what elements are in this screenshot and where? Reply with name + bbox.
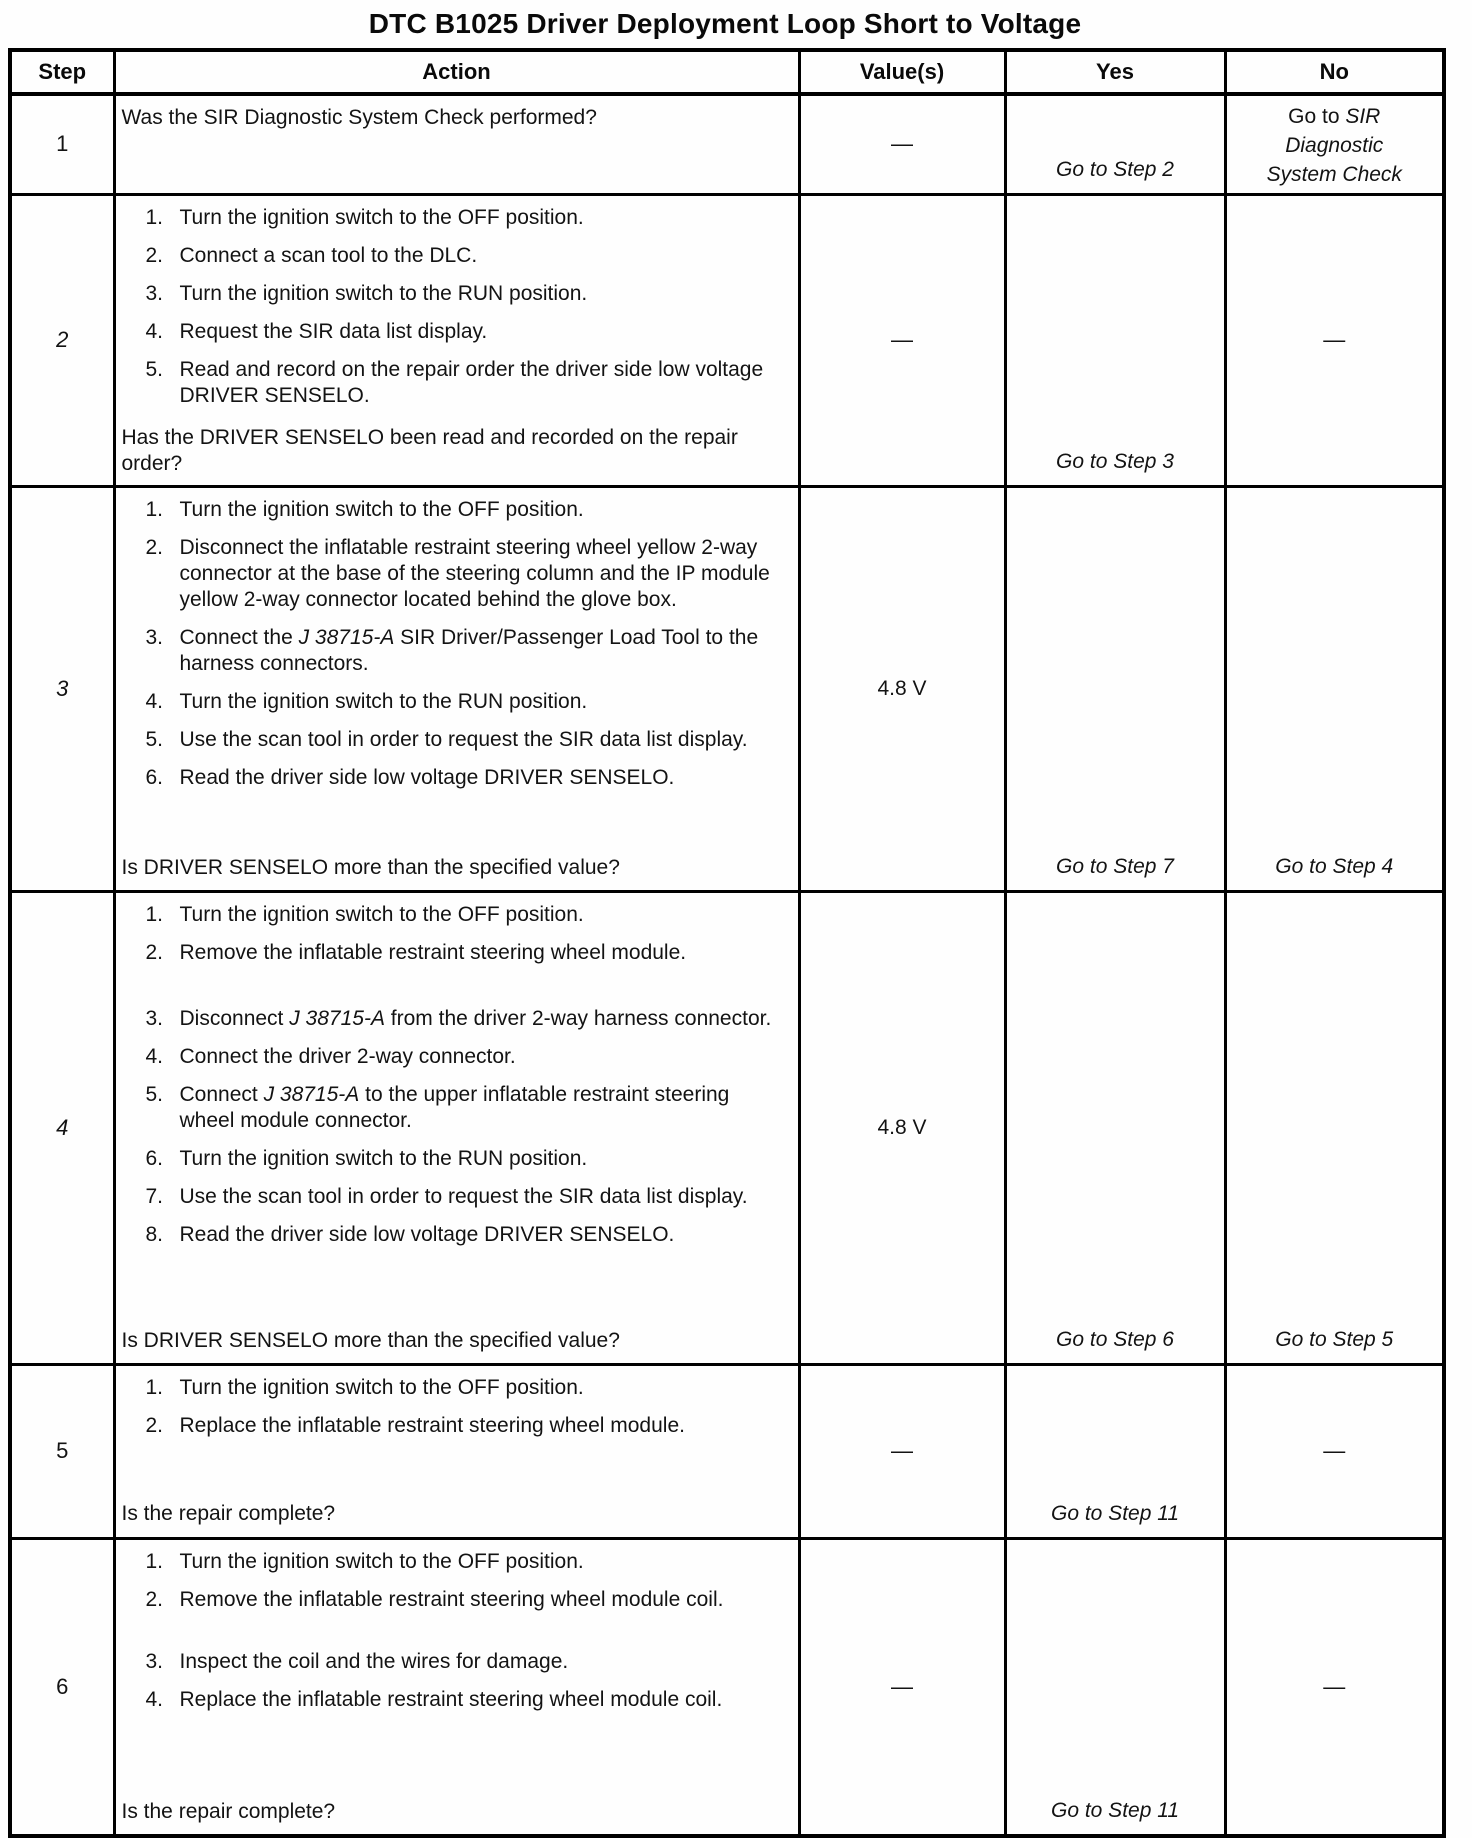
value-cell: — xyxy=(799,1538,1005,1836)
tool-reference: J 38715-A xyxy=(298,625,395,649)
dtc-diagnostic-table xyxy=(8,48,1446,1838)
no-cell: — xyxy=(1225,1538,1444,1836)
item-text: Inspect the coil and the wires for damage. xyxy=(179,1649,569,1673)
item-text: Remove the inflatable restraint steering wheel module coil. xyxy=(179,1587,724,1611)
yes-cell: Go to Step 2 xyxy=(1005,94,1225,194)
action-list-item xyxy=(146,281,790,307)
action-list-item xyxy=(146,243,790,269)
step-number: 2 xyxy=(10,194,114,486)
no-cell: — xyxy=(1225,1364,1444,1538)
item-number: 6. xyxy=(145,765,164,789)
item-text: Replace the inflatable restraint steering wheel module coil. xyxy=(179,1687,723,1711)
item-text: Read the driver side low voltage DRIVER SENSELO. xyxy=(179,1222,675,1246)
item-text: Turn the ignition switch to the RUN position. xyxy=(179,281,588,305)
action-list-item xyxy=(146,1375,790,1401)
action-question: Is DRIVER SENSELO more than the specified value? xyxy=(121,1328,620,1352)
step-number: 1 xyxy=(10,94,114,194)
item-text-post: to the upper inflatable restraint steering wheel module connector. xyxy=(179,1082,730,1132)
item-number: 2. xyxy=(145,535,164,559)
item-text xyxy=(172,1082,790,1134)
item-text: Use the scan tool in order to request the SIR data list display. xyxy=(179,1184,748,1208)
item-text: Disconnect the inflatable restraint steering wheel yellow 2-way connector at the base of the steering column and the IP module yellow 2-way connector located behind the glove box. xyxy=(179,535,770,611)
action-list-item xyxy=(146,765,790,791)
table-row xyxy=(10,891,1444,1364)
item-text: Read the driver side low voltage DRIVER SENSELO. xyxy=(179,765,675,789)
item-text: Turn the ignition switch to the RUN position. xyxy=(179,1146,588,1170)
item-number: 3. xyxy=(145,625,164,649)
yes-cell: Go to Step 7 xyxy=(1005,486,1225,891)
item-number: 5. xyxy=(145,727,164,751)
action-list-item xyxy=(146,535,790,613)
action-list-item xyxy=(146,1082,790,1134)
value-cell: — xyxy=(799,94,1005,194)
item-number: 2. xyxy=(145,243,164,267)
column-header-values: Value(s) xyxy=(799,50,1005,94)
action-list-item xyxy=(146,1587,790,1613)
item-number: 3. xyxy=(145,281,164,305)
item-number: 7. xyxy=(145,1184,164,1208)
yes-cell: Go to Step 11 xyxy=(1005,1538,1225,1836)
step-number: 4 xyxy=(10,891,114,1364)
action-list-item xyxy=(146,205,790,231)
item-number: 1. xyxy=(145,205,164,229)
item-number: 4. xyxy=(145,1044,164,1068)
item-number: 4. xyxy=(145,689,164,713)
item-text-pre: Disconnect xyxy=(179,1006,290,1030)
yes-cell: Go to Step 11 xyxy=(1005,1364,1225,1538)
action-list-item xyxy=(146,1146,790,1172)
item-text-pre: Connect xyxy=(179,1082,264,1106)
no-reference xyxy=(1254,102,1414,189)
column-header-action: Action xyxy=(114,50,799,94)
action-list-item xyxy=(146,1413,790,1439)
item-text: Turn the ignition switch to the OFF position. xyxy=(179,1375,584,1399)
action-cell xyxy=(114,1538,799,1836)
table-row xyxy=(10,1538,1444,1836)
action-list-item xyxy=(146,497,790,523)
item-number: 4. xyxy=(145,319,164,343)
item-number: 6. xyxy=(145,1146,164,1170)
action-list-item xyxy=(146,1687,790,1713)
item-text-post: from the driver 2-way harness connector. xyxy=(384,1006,772,1030)
item-number: 1. xyxy=(145,1549,164,1573)
yes-cell: Go to Step 3 xyxy=(1005,194,1225,486)
item-number: 8. xyxy=(145,1222,164,1246)
item-text xyxy=(172,1006,790,1032)
action-list-item xyxy=(146,1549,790,1575)
table-row xyxy=(10,94,1444,194)
action-list-item xyxy=(146,625,790,677)
item-number: 1. xyxy=(145,1375,164,1399)
no-cell xyxy=(1225,94,1444,194)
action-question: Is the repair complete? xyxy=(121,1799,336,1823)
item-text: Remove the inflatable restraint steering wheel module. xyxy=(179,940,687,964)
table-header-row xyxy=(10,50,1444,94)
page-title: DTC B1025 Driver Deployment Loop Short to Voltage xyxy=(368,8,1082,39)
table-row xyxy=(10,1364,1444,1538)
item-number: 2. xyxy=(145,940,164,964)
column-header-no: No xyxy=(1225,50,1444,94)
action-list-item xyxy=(146,727,790,753)
item-text: Turn the ignition switch to the RUN position. xyxy=(179,689,588,713)
action-cell xyxy=(114,194,799,486)
action-list-item xyxy=(146,1006,790,1032)
item-number: 3. xyxy=(145,1649,164,1673)
no-reference-prefix: Go to xyxy=(1288,105,1346,128)
table-row xyxy=(10,194,1444,486)
action-list-item xyxy=(146,1649,790,1675)
item-text: Use the scan tool in order to request the SIR data list display. xyxy=(179,727,748,751)
action-list-item xyxy=(146,1184,790,1210)
action-cell xyxy=(114,94,799,194)
no-cell: Go to Step 5 xyxy=(1225,891,1444,1364)
step-number: 6 xyxy=(10,1538,114,1836)
value-cell: 4.8 V xyxy=(799,891,1005,1364)
value-cell: 4.8 V xyxy=(799,486,1005,891)
item-text: Turn the ignition switch to the OFF position. xyxy=(179,205,584,229)
table-row xyxy=(10,486,1444,891)
item-number: 5. xyxy=(145,357,164,381)
action-question: Is DRIVER SENSELO more than the specified value? xyxy=(121,855,620,879)
item-text-post: SIR Driver/Passenger Load Tool to the harness connectors. xyxy=(179,625,759,675)
item-number: 2. xyxy=(145,1587,164,1611)
item-number: 1. xyxy=(145,902,164,926)
action-question: Has the DRIVER SENSELO been read and recorded on the repair order? xyxy=(121,425,738,475)
action-list-item xyxy=(146,689,790,715)
item-text: Connect a scan tool to the DLC. xyxy=(179,243,478,267)
yes-cell: Go to Step 6 xyxy=(1005,891,1225,1364)
no-cell: — xyxy=(1225,194,1444,486)
item-number: 2. xyxy=(145,1413,164,1437)
action-list-item xyxy=(146,319,790,345)
no-cell: Go to Step 4 xyxy=(1225,486,1444,891)
item-text-pre: Connect the xyxy=(179,625,299,649)
no-reference-target: SIR Diagnostic System Check xyxy=(1266,105,1402,186)
action-question: Was the SIR Diagnostic System Check performed? xyxy=(121,106,597,129)
item-number: 3. xyxy=(145,1006,164,1030)
action-question: Is the repair complete? xyxy=(121,1501,336,1525)
action-cell xyxy=(114,486,799,891)
value-cell: — xyxy=(799,1364,1005,1538)
action-list-item xyxy=(146,940,790,966)
item-text: Turn the ignition switch to the OFF position. xyxy=(179,497,584,521)
step-number: 3 xyxy=(10,486,114,891)
item-number: 1. xyxy=(145,497,164,521)
column-header-yes: Yes xyxy=(1005,50,1225,94)
action-list-item xyxy=(146,902,790,928)
item-number: 5. xyxy=(145,1082,164,1106)
item-number: 4. xyxy=(145,1687,164,1711)
action-cell xyxy=(114,1364,799,1538)
item-text: Request the SIR data list display. xyxy=(179,319,488,343)
action-list-item xyxy=(146,357,790,409)
tool-reference: J 38715-A xyxy=(289,1006,385,1030)
item-text: Turn the ignition switch to the OFF position. xyxy=(179,902,584,926)
action-cell xyxy=(114,891,799,1364)
column-header-step: Step xyxy=(10,50,114,94)
step-number: 5 xyxy=(10,1364,114,1538)
action-list-item xyxy=(146,1222,790,1248)
item-text: Turn the ignition switch to the OFF position. xyxy=(179,1549,584,1573)
action-list-item xyxy=(146,1044,790,1070)
item-text: Read and record on the repair order the driver side low voltage DRIVER SENSELO. xyxy=(179,357,764,407)
tool-reference: J 38715-A xyxy=(263,1082,360,1106)
item-text: Replace the inflatable restraint steering wheel module. xyxy=(179,1413,685,1437)
value-cell: — xyxy=(799,194,1005,486)
item-text xyxy=(172,625,790,677)
item-text: Connect the driver 2-way connector. xyxy=(179,1044,516,1068)
